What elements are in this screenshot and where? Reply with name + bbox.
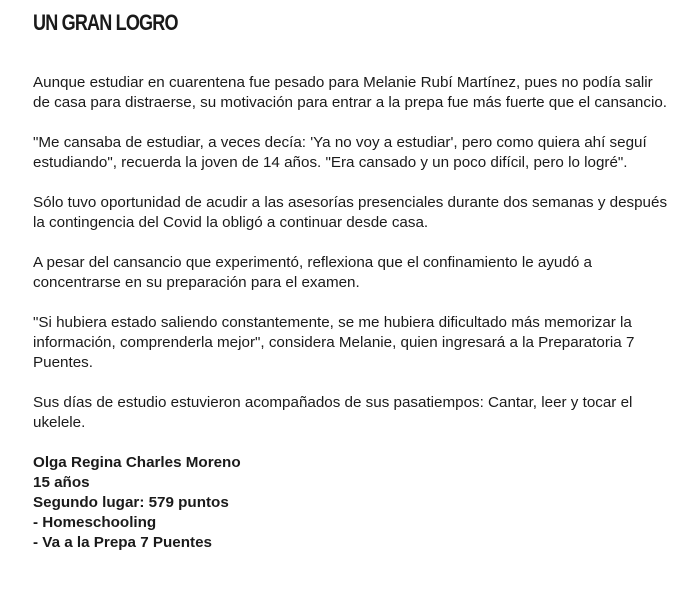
paragraph-4: A pesar del cansancio que experimentó, reflexiona que el confinamiento le ayudó a concentrarse en su preparación para el examen. bbox=[33, 254, 592, 291]
paragraph-5: "Si hubiera estado saliendo constantemente, se me hubiera dificultado más memorizar la información, comprenderla mejor", considera Melanie, quien ingresará a la Preparatoria 7 Puentes. bbox=[33, 314, 635, 371]
student-profile bbox=[33, 453, 673, 553]
article-body bbox=[33, 0, 673, 553]
profile-place: Segundo lugar: 579 puntos bbox=[33, 494, 229, 511]
profile-age: 15 años bbox=[33, 474, 90, 491]
profile-name: Olga Regina Charles Moreno bbox=[33, 454, 241, 471]
paragraph-2: "Me cansaba de estudiar, a veces decía: 'Ya no voy a estudiar', pero como quiera ahí seguí estudiando", recuerda la joven de 14 años. "Era cansado y un poco difícil, pero lo logré". bbox=[33, 134, 647, 171]
section-title: UN GRAN LOGRO bbox=[33, 10, 178, 35]
profile-detail-schooling: - Homeschooling bbox=[33, 514, 157, 531]
paragraph-6: Sus días de estudio estuvieron acompañados de sus pasatiempos: Cantar, leer y tocar el ukelele. bbox=[33, 394, 633, 431]
paragraph-1: Aunque estudiar en cuarentena fue pesado para Melanie Rubí Martínez, pues no podía salir de casa para distraerse, su motivación para entrar a la prepa fue más fuerte que el cansancio. bbox=[33, 74, 668, 111]
paragraph-3: Sólo tuvo oportunidad de acudir a las asesorías presenciales durante dos semanas y después la contingencia del Covid la obligó a continuar desde casa. bbox=[33, 194, 668, 231]
profile-detail-school: - Va a la Prepa 7 Puentes bbox=[33, 534, 212, 551]
